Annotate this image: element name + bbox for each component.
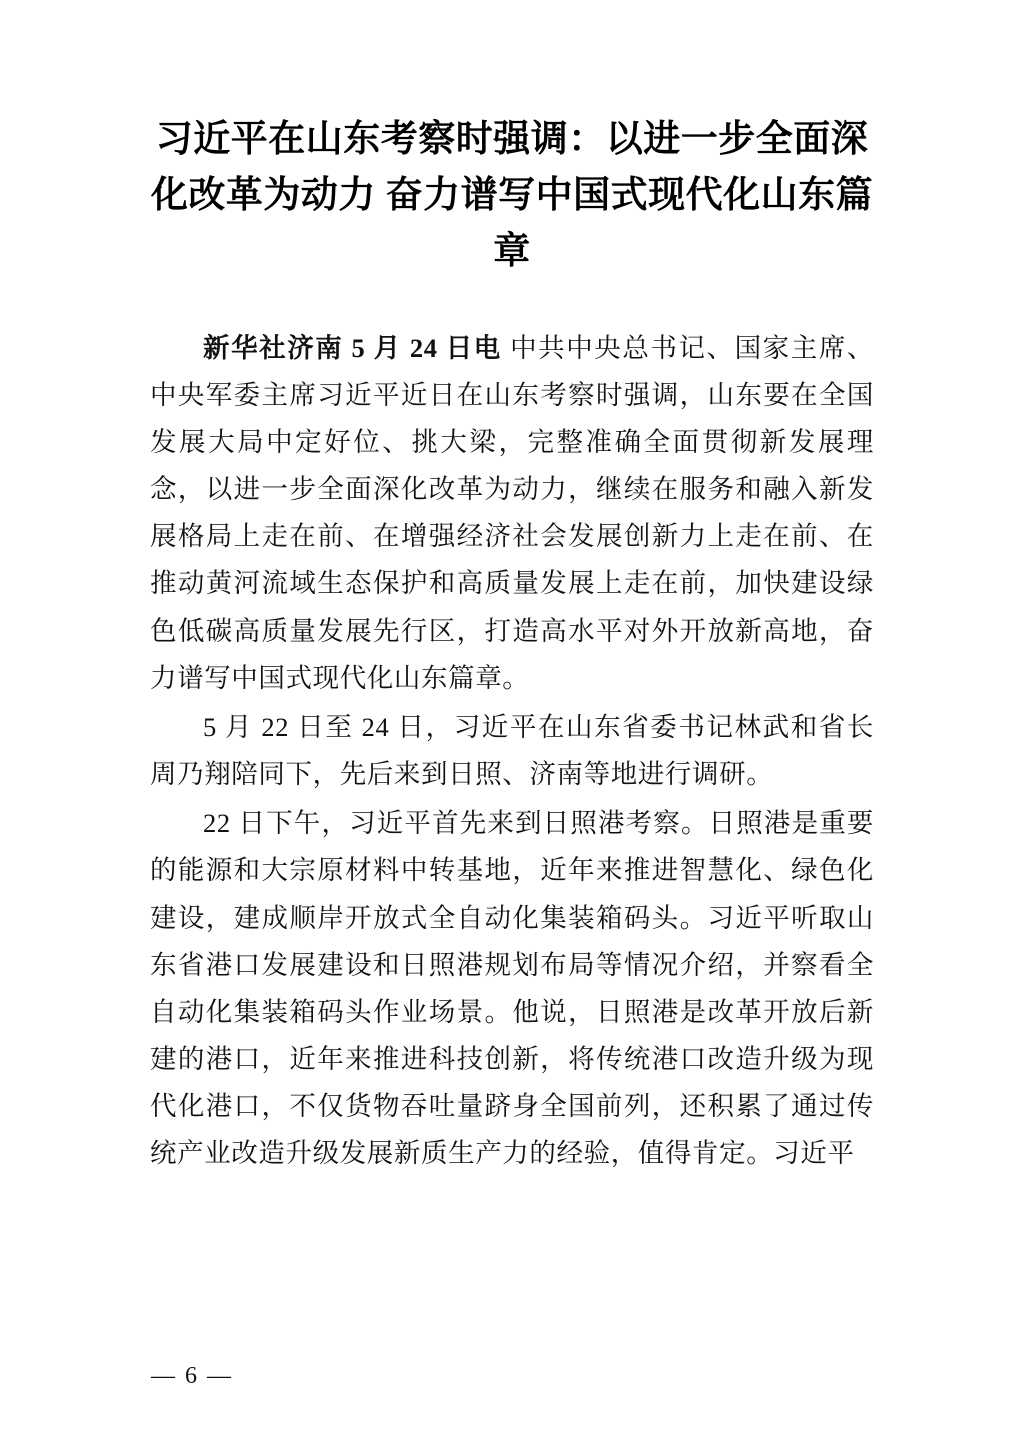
- paragraph-text: 5 月 22 日至 24 日，习近平在山东省委书记林武和省长周乃翔陪同下，先后来到日照、济南等地进行调研。: [150, 711, 874, 790]
- page-title: 习近平在山东考察时强调：以进一步全面深化改革为动力 奋力谱写中国式现代化山东篇章: [150, 119, 874, 273]
- paragraph-text: 中共中央总书记、国家主席、中央军委主席习近平近日在山东考察时强调，山东要在全国发展大局中定好位、挑大梁，完整准确全面贯彻新发展理念，以进一步全面深化改革为动力，继续在服务和融入新发展格局上走在前、在增强经济社会发展创新力上走在前、在推动黄河流域生态保护和高质量发展上走在前，加快建设绿色低碳高质量发展先行区，打造高水平对外开放新高地，奋力谱写中国式现代化山东篇章。: [150, 332, 874, 693]
- news-source-lead: 新华社济南 5 月 24 日电: [203, 332, 502, 363]
- document-body: [150, 325, 874, 1178]
- paragraph-text: 22 日下午，习近平首先来到日照港考察。日照港是重要的能源和大宗原材料中转基地，近年来推进智慧化、绿色化建设，建成顺岸开放式全自动化集装箱码头。习近平听取山东省港口发展建设和日照港规划布局等情况介绍，并察看全自动化集装箱码头作业场景。他说，日照港是改革开放后新建的港口，近年来推进科技创新，将传统港口改造升级为现代化港口，不仅货物吞吐量跻身全国前列，还积累了通过传统产业改造升级发展新质生产力的经验，值得肯定。习近平: [150, 808, 874, 1169]
- paragraph: [150, 800, 874, 1177]
- paragraph: [150, 325, 874, 702]
- paragraph: [150, 704, 874, 798]
- page-number: — 6 —: [151, 1363, 233, 1389]
